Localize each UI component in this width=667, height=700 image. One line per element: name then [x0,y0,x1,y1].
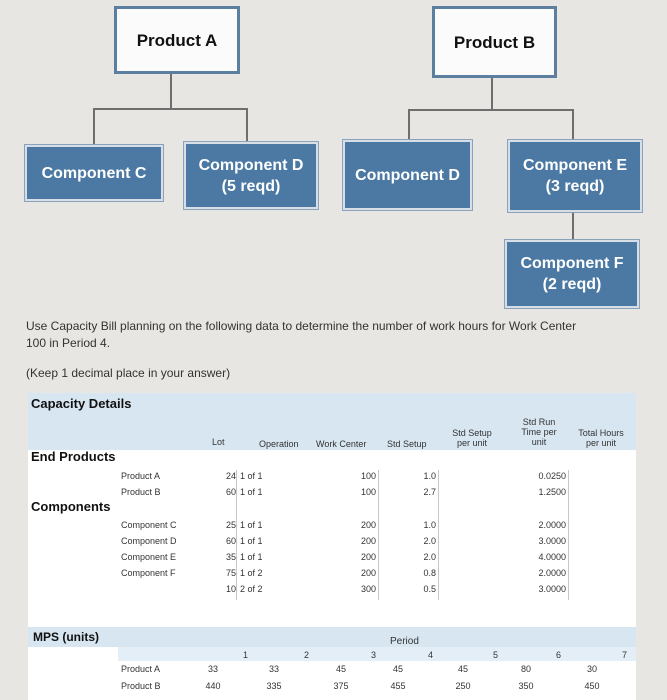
row-lot: 60 [225,536,236,546]
connector-b-vertical [491,77,493,110]
mps-row-name: Product B [121,681,161,691]
row-run-time: 3.0000 [538,536,566,546]
connector-a-horizontal [93,108,248,110]
col-run-line3: unit [531,437,547,447]
row-run-time: 2.0000 [538,520,566,530]
row-work-center: 300 [360,584,376,594]
row-lot: 75 [225,568,236,578]
grid-run [568,470,569,600]
question-text [26,318,646,352]
mps-cell: 375 [333,681,349,691]
row-std-setup: 1.0 [423,471,436,481]
mps-cell: 440 [205,681,221,691]
connector-b-horizontal [408,109,574,111]
component-d-a-label: Component D [198,156,304,174]
mps-cell: 350 [518,681,534,691]
row-lot: 35 [225,552,236,562]
mps-period-6: 6 [555,650,561,660]
connector-a-vertical [170,73,172,109]
component-d-a-box [184,142,318,209]
connector-b-right-drop [572,109,574,141]
col-run-time [511,417,567,447]
row-work-center: 200 [360,552,376,562]
mps-band [28,627,636,647]
connector-b-left-drop [408,109,410,141]
product-b-label: Product B [453,32,536,52]
mps-period-3: 3 [370,650,376,660]
component-e-label: Component E [523,157,627,174]
row-lot: 10 [225,584,236,594]
component-c-box [25,145,163,201]
mps-cell: 45 [335,664,346,674]
mps-period-5: 5 [492,650,498,660]
components-label: Components [31,499,111,514]
row-operation: 2 of 2 [240,584,263,594]
row-operation: 1 of 2 [240,568,263,578]
mps-cell: 45 [457,664,468,674]
row-std-setup: 2.0 [423,536,436,546]
row-name: Component E [121,552,177,562]
row-work-center: 100 [360,487,376,497]
mps-cell: 33 [268,664,279,674]
row-std-setup: 1.0 [423,520,436,530]
end-products-label: End Products [31,449,116,464]
col-setup-per-unit-line2: per unit [456,438,488,448]
mps-label: MPS (units) [33,630,99,644]
mps-period-2: 2 [303,650,309,660]
component-c-label: Component C [41,164,147,182]
col-total-line2: per unit [585,438,617,448]
question-line-2: 100 in Period 4. [26,336,111,350]
col-work-center: Work Center [316,439,367,449]
row-run-time: 3.0000 [538,584,566,594]
row-std-setup: 2.7 [423,487,436,497]
table-title: Capacity Details [31,396,132,411]
col-std-setup: Std Setup [387,439,427,449]
col-run-line1: Std Run [522,417,556,427]
col-operation: Operation [259,439,299,449]
row-name: Product B [121,487,161,497]
grid-lot-op [236,470,237,600]
row-run-time: 4.0000 [538,552,566,562]
row-std-setup: 0.5 [423,584,436,594]
row-name: Product A [121,471,161,481]
component-e-qty: (3 reqd) [545,178,605,195]
mps-cell: 80 [520,664,531,674]
row-work-center: 200 [360,568,376,578]
mps-period-7: 7 [621,650,627,660]
mps-cell: 30 [586,664,597,674]
row-work-center: 100 [360,471,376,481]
component-e-box [508,140,642,212]
row-run-time: 1.2500 [538,487,566,497]
row-name: Component D [121,536,177,546]
component-d-b-box [343,140,472,210]
mps-period-1: 1 [242,650,248,660]
mps-cell: 450 [584,681,600,691]
col-setup-per-unit-line1: Std Setup [452,428,492,438]
row-run-time: 2.0000 [538,568,566,578]
row-name: Component F [121,568,176,578]
grid-setup [438,470,439,600]
col-total-hours [570,428,632,448]
component-d-b-label: Component D [355,166,460,184]
mps-cell: 250 [455,681,471,691]
col-run-line2: Time per [521,427,557,437]
product-b-box [432,6,557,78]
row-operation: 1 of 1 [240,520,263,530]
row-run-time: 0.0250 [538,471,566,481]
mps-cell: 335 [266,681,282,691]
connector-a-right-drop [246,108,248,146]
product-a-label: Product A [136,30,218,50]
question-note: (Keep 1 decimal place in your answer) [26,366,231,380]
product-a-box [114,6,240,74]
row-work-center: 200 [360,536,376,546]
row-lot: 24 [225,471,236,481]
row-operation: 1 of 1 [240,536,263,546]
connector-a-left-drop [93,108,95,146]
component-f-qty: (2 reqd) [542,276,602,293]
mps-row-name: Product A [121,664,161,674]
row-lot: 25 [225,520,236,530]
col-total-line1: Total Hours [578,428,624,438]
mps-cell: 45 [392,664,403,674]
question-line-1: Use Capacity Bill planning on the following data to determine the number of work hours for Work Center [26,319,577,333]
mps-period-4: 4 [427,650,433,660]
row-name: Component C [121,520,177,530]
row-operation: 1 of 1 [240,471,263,481]
component-f-label: Component F [520,255,624,272]
row-std-setup: 2.0 [423,552,436,562]
component-d-a-qty: (5 reqd) [221,177,281,195]
row-operation: 1 of 1 [240,552,263,562]
mps-cell: 455 [390,681,406,691]
col-lot: Lot [212,437,225,447]
row-operation: 1 of 1 [240,487,263,497]
mps-cell: 33 [207,664,218,674]
mps-period-label: Period [390,636,419,647]
row-lot: 60 [225,487,236,497]
col-setup-per-unit [444,428,500,448]
component-f-box [505,240,639,308]
row-work-center: 200 [360,520,376,530]
grid-wc [378,470,379,600]
row-std-setup: 0.8 [423,568,436,578]
